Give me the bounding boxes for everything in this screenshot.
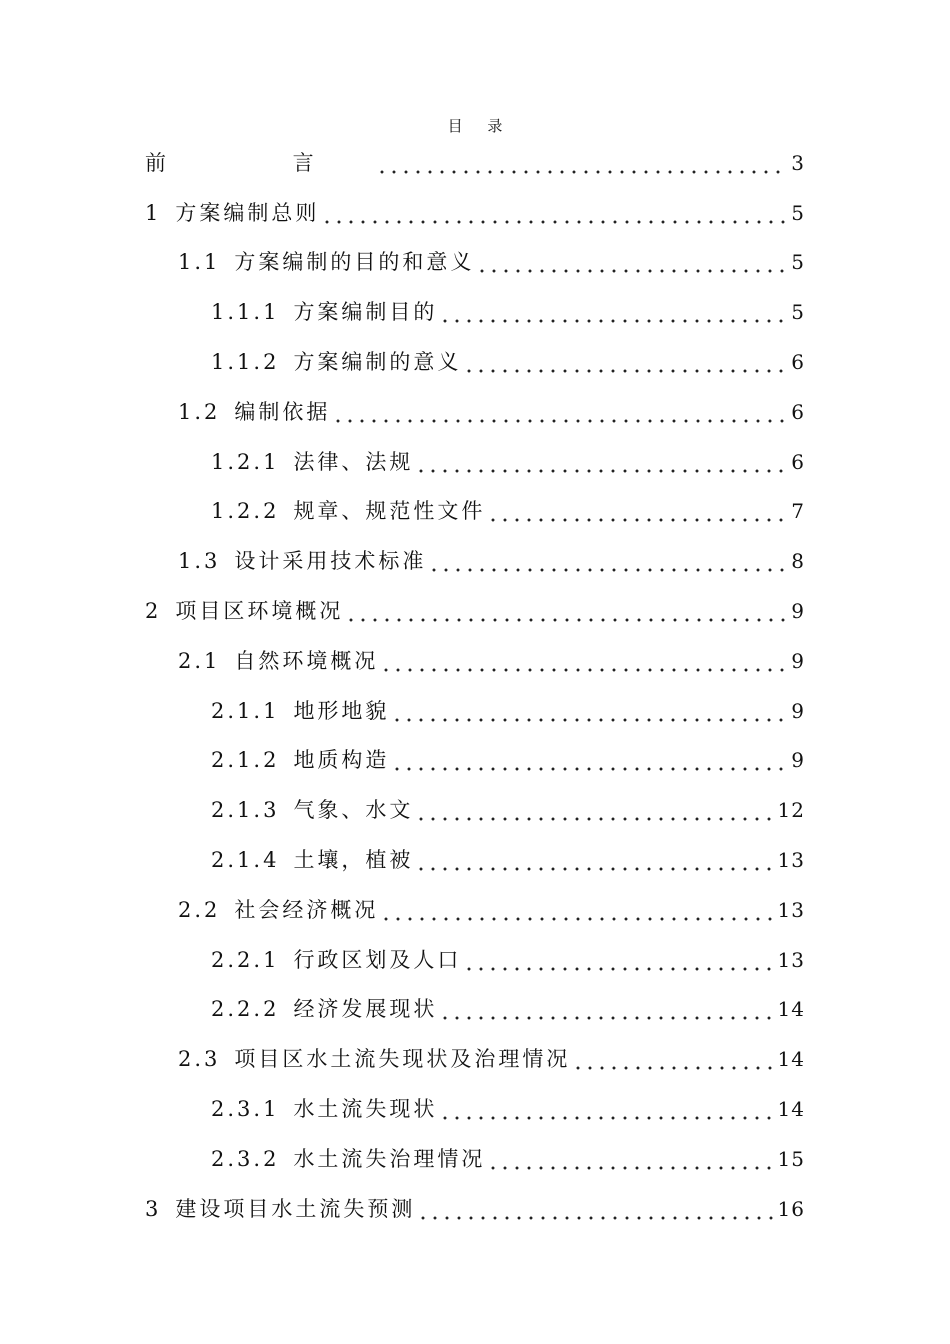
dot-leader (417, 1196, 773, 1222)
toc-entry-number: 2.2 (178, 897, 221, 922)
dot-leader (415, 449, 787, 475)
toc-entry-number: 2.3.2 (211, 1146, 280, 1171)
toc-entry-number: 1.2.1 (211, 449, 280, 474)
toc-entry-page-number: 3 (791, 150, 805, 175)
toc-entry-number: 1.1.2 (211, 350, 280, 375)
toc-entry-number: 2.1.2 (211, 748, 280, 773)
toc-entry-page-number: 6 (791, 449, 805, 474)
toc-entry-page-number: 14 (777, 1097, 805, 1122)
toc-entry[interactable] (0, 437, 950, 487)
toc-entry[interactable] (0, 287, 950, 337)
toc-entry[interactable] (0, 238, 950, 288)
dot-leader (415, 847, 773, 873)
dot-leader (376, 150, 788, 176)
dot-leader (332, 399, 787, 425)
toc-entry-label: 编制依据 (234, 399, 331, 424)
toc-entry-label: 方案编制的意义 (293, 350, 462, 375)
toc-entry-label: 行政区划及人口 (293, 947, 462, 972)
toc-entry-label: 土壤，植被 (293, 848, 414, 873)
toc-entry[interactable] (0, 487, 950, 537)
toc-entry-number: 2.3 (178, 1047, 221, 1072)
dot-leader (487, 498, 787, 524)
toc-entry-number: 1.1.1 (211, 300, 280, 325)
toc-entry[interactable] (0, 1184, 950, 1234)
toc-entry[interactable] (0, 935, 950, 985)
dot-leader (476, 249, 787, 275)
toc-entry-number: 1.2 (178, 399, 221, 424)
toc-entry-page-number: 9 (791, 648, 805, 673)
dot-leader (321, 200, 787, 226)
toc-entry[interactable] (0, 138, 950, 188)
toc-entry-number: 1.1 (178, 250, 221, 275)
toc-entry-page-number: 9 (791, 748, 805, 773)
toc-entry[interactable] (0, 686, 950, 736)
toc-entry-label: 水土流失现状 (293, 1097, 438, 1122)
toc-entry-label: 前 言 (145, 150, 374, 175)
toc-entry-label: 气象、水文 (293, 798, 414, 823)
toc-entry-label: 社会经济概况 (234, 897, 379, 922)
toc-entry-page-number: 9 (791, 599, 805, 624)
dot-leader (439, 299, 787, 325)
dot-leader (572, 1046, 773, 1072)
toc-entry[interactable] (0, 736, 950, 786)
dot-leader (487, 1146, 773, 1172)
toc-entry-label: 地形地貌 (293, 698, 390, 723)
toc-entry-number: 2 (145, 599, 162, 624)
toc-entry-page-number: 5 (791, 250, 805, 275)
toc-entry-page-number: 14 (777, 1047, 805, 1072)
toc-entry-number: 1.2.2 (211, 499, 280, 524)
toc-entry-number: 2.3.1 (211, 1097, 280, 1122)
toc-entry[interactable] (0, 1034, 950, 1084)
toc-entry-page-number: 8 (791, 549, 805, 574)
toc-entry[interactable] (0, 1084, 950, 1134)
toc-entry-page-number: 7 (791, 499, 805, 524)
toc-entry-number: 3 (145, 1196, 162, 1221)
toc-entry[interactable] (0, 636, 950, 686)
toc-entry-number: 1 (145, 200, 162, 225)
toc-entry-label: 自然环境概况 (234, 648, 379, 673)
toc-entry-page-number: 9 (791, 698, 805, 723)
toc-entry[interactable] (0, 885, 950, 935)
toc-entry-page-number: 12 (777, 798, 805, 823)
toc-entry[interactable] (0, 387, 950, 437)
toc-entry-label: 经济发展现状 (293, 997, 438, 1022)
dot-leader (463, 947, 773, 973)
toc-entry-page-number: 13 (777, 848, 805, 873)
toc-entry-number: 1.3 (178, 549, 221, 574)
toc-entry-page-number: 5 (791, 200, 805, 225)
toc-entry-label: 方案编制总则 (175, 200, 320, 225)
dot-leader (380, 897, 773, 923)
dot-leader (439, 996, 773, 1022)
toc-entry-page-number: 5 (791, 300, 805, 325)
toc-entry-number: 2.1 (178, 648, 221, 673)
toc-entry-number: 2.2.1 (211, 947, 280, 972)
toc-entry-label: 水土流失治理情况 (293, 1146, 486, 1171)
toc-entry-label: 项目区水土流失现状及治理情况 (234, 1047, 571, 1072)
toc-entry-label: 规章、规范性文件 (293, 499, 486, 524)
dot-leader (391, 698, 787, 724)
table-of-contents (0, 138, 950, 1234)
toc-entry[interactable] (0, 337, 950, 387)
toc-entry-number: 2.1.3 (211, 798, 280, 823)
toc-entry-label: 方案编制的目的和意义 (234, 250, 475, 275)
toc-entry-page-number: 13 (777, 897, 805, 922)
toc-entry-page-number: 15 (777, 1146, 805, 1171)
toc-entry-label: 项目区环境概况 (175, 599, 344, 624)
dot-leader (380, 648, 787, 674)
toc-entry[interactable] (0, 985, 950, 1035)
dot-leader (391, 747, 787, 773)
toc-entry[interactable] (0, 785, 950, 835)
toc-entry-label: 建设项目水土流失预测 (175, 1196, 416, 1221)
toc-entry-number: 2.1.4 (211, 848, 280, 873)
toc-entry-page-number: 16 (777, 1196, 805, 1221)
dot-leader (345, 598, 787, 624)
toc-entry-page-number: 6 (791, 350, 805, 375)
toc-entry-label: 法律、法规 (293, 449, 414, 474)
toc-entry-number: 2.1.1 (211, 698, 280, 723)
toc-entry[interactable] (0, 536, 950, 586)
dot-leader (415, 797, 773, 823)
toc-entry[interactable] (0, 188, 950, 238)
dot-leader (439, 1096, 773, 1122)
toc-entry-label: 地质构造 (293, 748, 390, 773)
toc-entry[interactable] (0, 586, 950, 636)
toc-title: 目 录 (447, 117, 513, 135)
toc-entry-label: 方案编制目的 (293, 300, 438, 325)
toc-entry-number: 2.2.2 (211, 997, 280, 1022)
toc-entry[interactable] (0, 1134, 950, 1184)
toc-entry[interactable] (0, 835, 950, 885)
toc-entry-page-number: 6 (791, 399, 805, 424)
dot-leader (463, 349, 787, 375)
toc-entry-label: 设计采用技术标准 (234, 549, 427, 574)
toc-entry-page-number: 14 (777, 997, 805, 1022)
dot-leader (428, 548, 787, 574)
toc-entry-page-number: 13 (777, 947, 805, 972)
